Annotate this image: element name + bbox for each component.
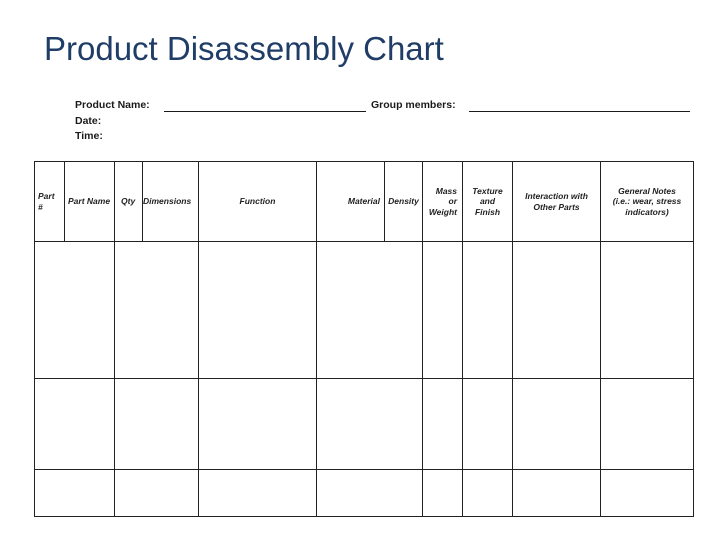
- table-header-row: [35, 162, 694, 242]
- table-row: [35, 242, 694, 379]
- table-cell[interactable]: [317, 242, 385, 379]
- table-cell[interactable]: [601, 470, 694, 517]
- table-cell[interactable]: [423, 242, 463, 379]
- table-cell[interactable]: [513, 242, 601, 379]
- table-cell[interactable]: [463, 242, 513, 379]
- table-cell[interactable]: [199, 379, 317, 470]
- table-cell[interactable]: [385, 242, 423, 379]
- group-members-line[interactable]: [469, 111, 690, 112]
- table-cell[interactable]: [35, 242, 115, 379]
- table-cell[interactable]: [423, 470, 463, 517]
- table-cell[interactable]: [385, 470, 423, 517]
- table-cell[interactable]: [601, 242, 694, 379]
- col-header-part-name: Part Name: [65, 162, 115, 242]
- table-cell[interactable]: [463, 379, 513, 470]
- col-header-part-number: Part #: [35, 162, 65, 242]
- time-label: Time:: [75, 130, 103, 142]
- table-cell[interactable]: [513, 470, 601, 517]
- table-cell[interactable]: [317, 470, 385, 517]
- table-cell[interactable]: [35, 470, 115, 517]
- table-cell[interactable]: [35, 379, 115, 470]
- date-label: Date:: [75, 115, 102, 127]
- group-members-label: Group members:: [371, 99, 456, 111]
- table-cell[interactable]: [115, 242, 199, 379]
- col-header-mass-or-weight: Mass or Weight: [423, 162, 463, 242]
- table-cell[interactable]: [199, 242, 317, 379]
- table-cell[interactable]: [463, 470, 513, 517]
- col-header-material: Material: [317, 162, 385, 242]
- col-header-function: Function: [199, 162, 317, 242]
- table-cell[interactable]: [317, 379, 385, 470]
- table-cell[interactable]: [199, 470, 317, 517]
- table-row: [35, 379, 694, 470]
- table-cell[interactable]: [423, 379, 463, 470]
- col-header-dimensions: Dimensions: [143, 162, 199, 242]
- disassembly-table: [34, 161, 694, 517]
- product-name-label: Product Name:: [75, 99, 150, 111]
- product-name-line[interactable]: [164, 111, 366, 112]
- table-cell[interactable]: [601, 379, 694, 470]
- table-cell[interactable]: [513, 379, 601, 470]
- col-header-texture-and-finish: Texture and Finish: [463, 162, 513, 242]
- table-cell[interactable]: [385, 379, 423, 470]
- table-cell[interactable]: [115, 379, 199, 470]
- table-cell[interactable]: [115, 470, 199, 517]
- form-header: [75, 98, 695, 148]
- col-header-interaction: Interaction with Other Parts: [513, 162, 601, 242]
- table-row: [35, 470, 694, 517]
- col-header-density: Density: [385, 162, 423, 242]
- slide-title: Product Disassembly Chart: [44, 30, 444, 67]
- col-header-qty: Qty: [115, 162, 143, 242]
- col-header-general-notes: General Notes (i.e.: wear, stress indicators): [601, 162, 694, 242]
